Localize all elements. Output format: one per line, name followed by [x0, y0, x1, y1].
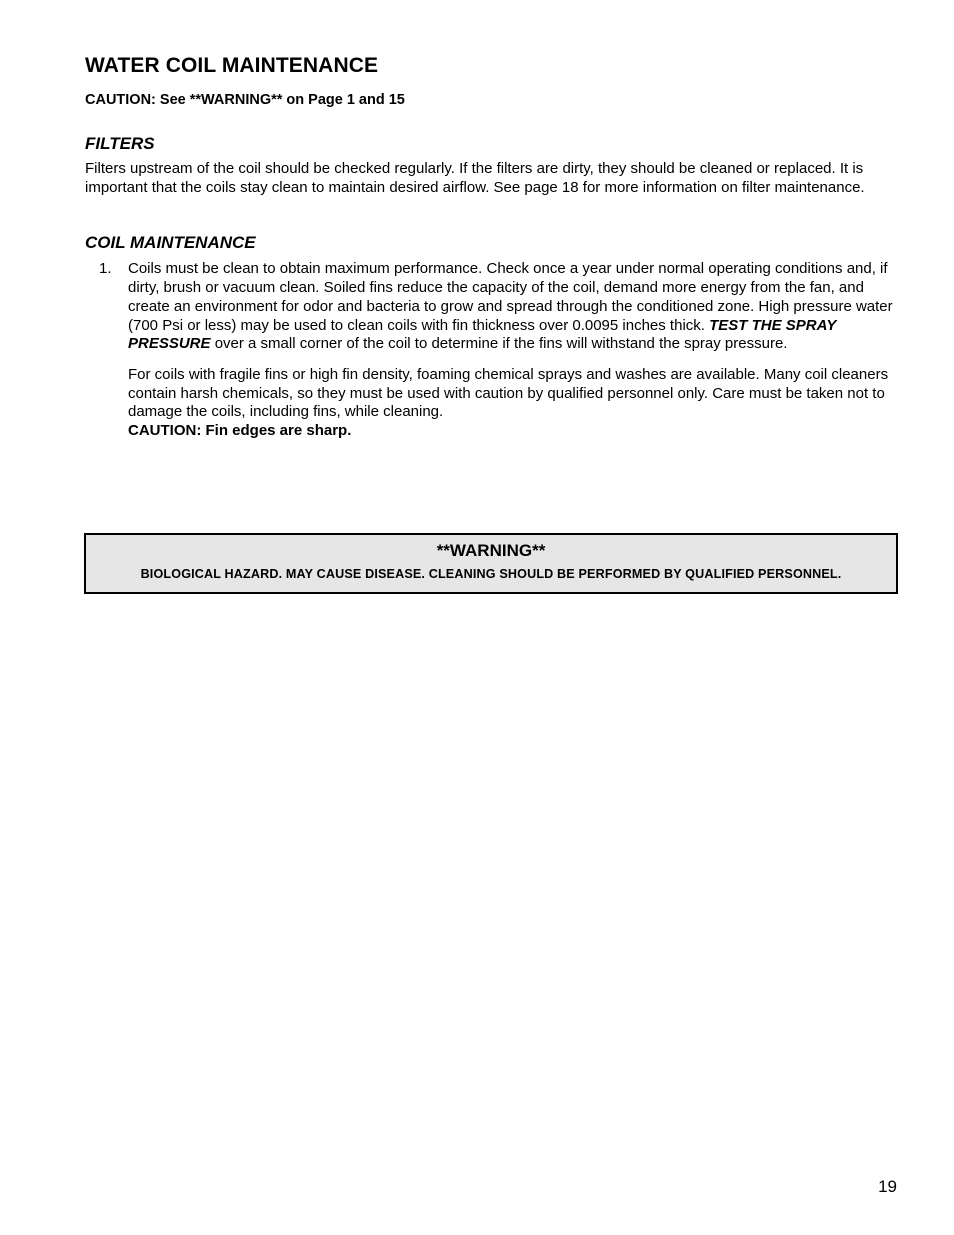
warning-text: BIOLOGICAL HAZARD. MAY CAUSE DISEASE. CLEANING SHOULD BE PERFORMED BY QUALIFIED PERSONNEL.	[140, 567, 842, 581]
coil-paragraph-1	[128, 260, 897, 354]
fin-edge-caution: CAUTION: Fin edges are sharp.	[128, 422, 352, 440]
coil-maintenance-list	[85, 260, 897, 440]
coil-paragraph-1-continued: over a small corner of the coil to determine if the fins will withstand the spray pressure.	[214, 335, 788, 353]
warning-box	[84, 533, 898, 594]
caution-note: CAUTION: See **WARNING** on Page 1 and 15	[85, 92, 405, 108]
page-number: 19	[878, 1177, 897, 1196]
warning-title: **WARNING**	[436, 541, 546, 560]
filters-heading: FILTERS	[85, 134, 155, 153]
document-body	[85, 53, 897, 441]
page-title: WATER COIL MAINTENANCE	[85, 54, 379, 77]
list-item-number: 1.	[99, 260, 112, 278]
list-item	[85, 260, 897, 440]
coil-paragraph-1-text: Coils must be clean to obtain maximum performance. Check once a year under normal operating conditions and, if dirty, brush or vacuum clean. Soiled fins reduce the capacity of the coil, demand more energy from the fan, and create an environment for odor and bacteria to grow and spread through the conditioned zone. High pressure water (700 Psi or less) may be used to clean coils with fin thickness over 0.0095 inches thick.	[128, 260, 893, 334]
coil-maintenance-heading: COIL MAINTENANCE	[85, 233, 256, 253]
filters-paragraph: Filters upstream of the coil should be checked regularly. If the filters are dirty, they should be cleaned or replaced. It is important that the coils stay clean to maintain desired airflow. See page 18 for more information on filter maintenance.	[85, 160, 865, 196]
coil-paragraph-2	[128, 366, 897, 441]
coil-paragraph-2-text: For coils with fragile fins or high fin density, foaming chemical sprays and washes are available. Many coil cleaners contain harsh chemicals, so they must be used with caution by qualified personnel only. Care must be taken not to damage the coils, including fins, while cleaning.	[128, 365, 889, 421]
spray-pressure-emphasis: TEST THE SPRAY PRESSURE	[128, 316, 837, 353]
